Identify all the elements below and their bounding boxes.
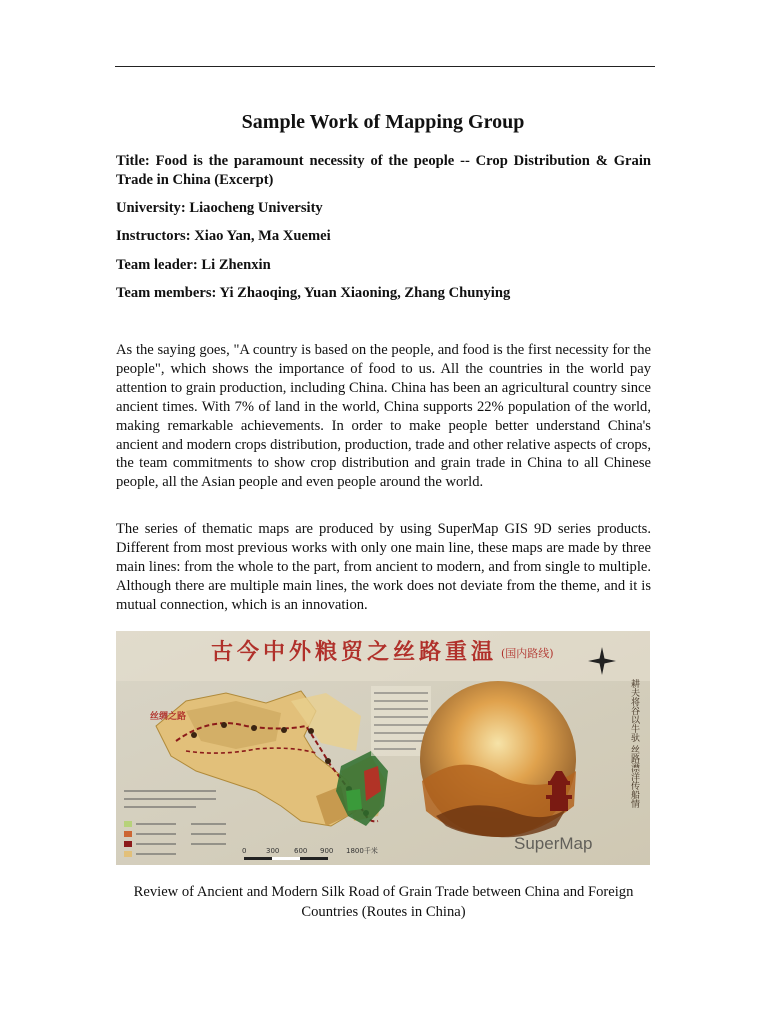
map-subtitle: (国内路线) (501, 647, 554, 660)
map-title: 古今中外粮贸之丝路重温 (211, 639, 498, 665)
scale-label-0: 0 (242, 847, 247, 855)
figure-caption: Review of Ancient and Modern Silk Road of Grain Trade between China and Foreign Countries (Routes in China) (133, 884, 634, 920)
header-rule (115, 66, 655, 67)
team-leader: Team leader: Li Zhenxin (116, 257, 271, 273)
map-figure (116, 631, 650, 865)
supermap-logo: SuperMap (514, 834, 593, 853)
scale-label-300: 300 (266, 847, 280, 855)
vertical-poem: 耕夫将谷以牛驮 丝路漂洋传船情 (629, 679, 639, 808)
map-illustration (116, 631, 650, 865)
scale-label-600: 600 (294, 847, 308, 855)
work-title: Title: Food is the paramount necessity of the people -- Crop Distribution & Grain Trade in China (Excerpt) (116, 153, 651, 188)
page-title: Sample Work of Mapping Group (241, 111, 525, 133)
scale-label-900: 900 (320, 847, 334, 855)
route-label: 丝绸之路 (150, 712, 187, 722)
university: University: Liaocheng University (116, 200, 323, 216)
body-paragraph-2: The series of thematic maps are produced by using SuperMap GIS 9D series products. Different from most previous works with only one main line, these maps are made by three main lines: from the whole to the part, from ancient to modern, and from single to multiple. Although there are multiple main lines, the work does not deviate from the theme, and it is mutual connection, which is an innovation. (116, 521, 651, 613)
team-members: Team members: Yi Zhaoqing, Yuan Xiaoning, Zhang Chunying (116, 285, 511, 301)
desert-photo (420, 681, 576, 837)
scale-label-1800: 1800千米 (346, 847, 378, 855)
instructors: Instructors: Xiao Yan, Ma Xuemei (116, 228, 331, 244)
body-paragraph-1: As the saying goes, "A country is based on the people, and food is the first necessity for the people", which shows the importance of food to us. All the countries in the world pay attention to grain production, including China. China has been an agricultural country since ancient times. With 7% of land in the world, China supports 22% population of the world, making remarkable achievements. In order to make people better understand China's ancient and modern crops distribution, production, trade and other relative aspects of crops, the team commitments to show crop distribution and grain trade in China to all Chinese people, all the Asian people and even people around the world. (116, 342, 651, 491)
